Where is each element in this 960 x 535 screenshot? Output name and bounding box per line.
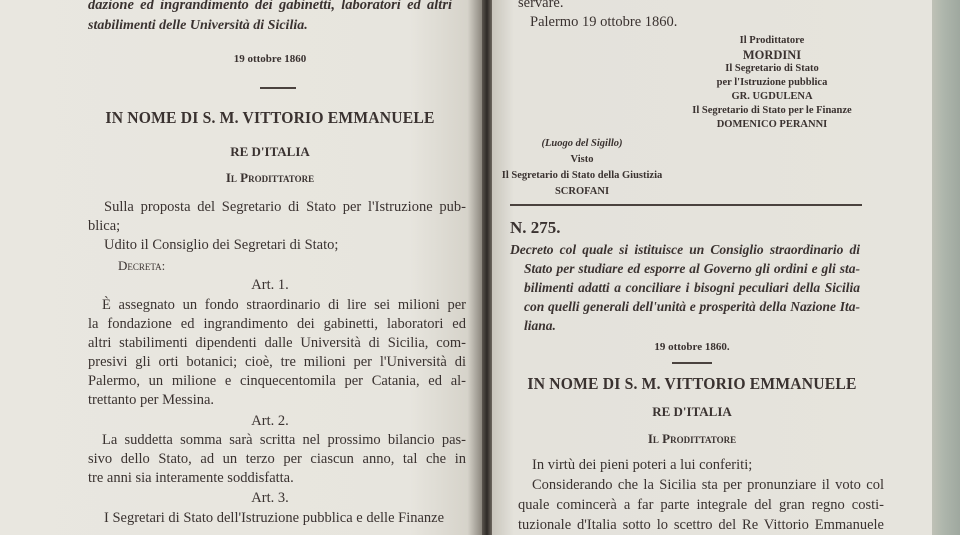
text-line: quale comincerà a far parte integrale del gran regno costi- xyxy=(518,497,884,513)
text-line: servare. xyxy=(518,0,564,11)
seal-name: SCROFANI xyxy=(554,186,610,197)
signature-line: Il Prodittatore xyxy=(739,35,805,46)
article-title: Art. 2. xyxy=(251,413,289,429)
article-1-body xyxy=(88,296,466,410)
book-cover-edge xyxy=(932,0,960,535)
seal-line: (Luogo del Sigillo) xyxy=(541,138,623,149)
section-divider xyxy=(510,204,862,206)
text-line: Decreto col quale si istituisce un Consiglio straordinario di xyxy=(510,242,860,257)
signatures xyxy=(672,34,872,132)
text-line: sivo dello Stato, ad un terzo per ciascun anno, tal che in xyxy=(88,451,466,467)
text-line: tre anni sia interamente soddisfatta. xyxy=(88,470,294,486)
text-line: liana. xyxy=(524,318,556,333)
text-line: È assegnato un fondo straordinario di lire sei milioni per xyxy=(102,297,466,313)
signature-name: DOMENICO PERANNI xyxy=(716,119,828,130)
text-line: altri stabilimenti dipendenti dalle Università di Sicilia, com- xyxy=(88,335,466,351)
seal-block xyxy=(492,136,672,200)
text-line: tuzionale d'Italia sotto lo scettro del Re Vittorio Emmanuele xyxy=(518,517,884,533)
decreta: Decreta: xyxy=(118,258,166,273)
text-line: Stato per studiare ed esporre al Governo gli ordini e gli sta- xyxy=(524,261,860,276)
text-line: trettanto per Messina. xyxy=(88,392,215,408)
article-title: Art. 1. xyxy=(251,277,289,293)
signature-line: per l'Istruzione pubblica xyxy=(716,77,828,88)
preamble-line: Udito il Consiglio dei Segretari di Stato; xyxy=(104,237,339,253)
authority: Il Prodittatore xyxy=(647,431,737,446)
authority: Il Prodittatore xyxy=(225,170,315,185)
divider xyxy=(260,87,296,89)
signature-line: Il Segretario di Stato xyxy=(725,63,819,74)
text-line: bilimenti adatti a conciliare i bisogni peculiari della Sicilia xyxy=(524,280,860,295)
heading: IN NOME DI S. M. VITTORIO EMMANUELE xyxy=(105,108,435,127)
place-date: Palermo 19 ottobre 1860. xyxy=(530,14,678,30)
text-line: Considerando che la Sicilia sta per pronunziare il voto col xyxy=(532,477,884,493)
book-gutter xyxy=(482,0,492,535)
date: 19 ottobre 1860. xyxy=(654,341,730,353)
subheading: RE D'ITALIA xyxy=(652,404,732,419)
intro-line: stabilimenti delle Università di Sicilia. xyxy=(88,18,308,33)
date: 19 ottobre 1860 xyxy=(233,53,307,65)
text-line: presivi gli orti botanici; cioè, tre milioni per l'Università di xyxy=(88,354,466,370)
text-line: la fondazione ed ingrandimento dei gabinetti, laboratori ed xyxy=(88,316,466,332)
text-line: con quelli generali dell'unità e prosperità della Nazione Ita- xyxy=(524,299,860,314)
signature-name: GR. UGDULENA xyxy=(731,91,813,102)
heading: IN NOME DI S. M. VITTORIO EMMANUELE xyxy=(527,374,857,393)
text-line: I Segretari di Stato dell'Istruzione pubblica e delle Finanze xyxy=(104,510,445,526)
article-title: Art. 3. xyxy=(251,490,289,506)
article-2-body xyxy=(88,431,466,488)
text-line: In virtù dei pieni poteri a lui conferiti; xyxy=(532,457,753,473)
preamble-line: blica; xyxy=(88,218,121,234)
intro-line: dazione ed ingrandimento dei gabinetti, laboratori ed altri xyxy=(88,0,452,13)
signature-line: Il Segretario di Stato per le Finanze xyxy=(692,105,852,116)
signature-name: MORDINI xyxy=(742,48,802,62)
seal-line: Visto xyxy=(570,154,594,165)
preamble-line: Sulla proposta del Segretario di Stato per l'Istruzione pub- xyxy=(104,199,466,215)
divider xyxy=(672,362,712,364)
decree-number: N. 275. xyxy=(510,218,561,237)
right-page xyxy=(492,0,932,535)
decree-summary xyxy=(510,240,860,335)
seal-line: Il Segretario di Stato della Giustizia xyxy=(501,170,663,181)
subheading: RE D'ITALIA xyxy=(230,144,310,159)
text-line: Palermo, un milione e cinquecentomila per Catania, ed al- xyxy=(88,373,466,389)
text-line: La suddetta somma sarà scritta nel prossimo bilancio pas- xyxy=(102,432,466,448)
